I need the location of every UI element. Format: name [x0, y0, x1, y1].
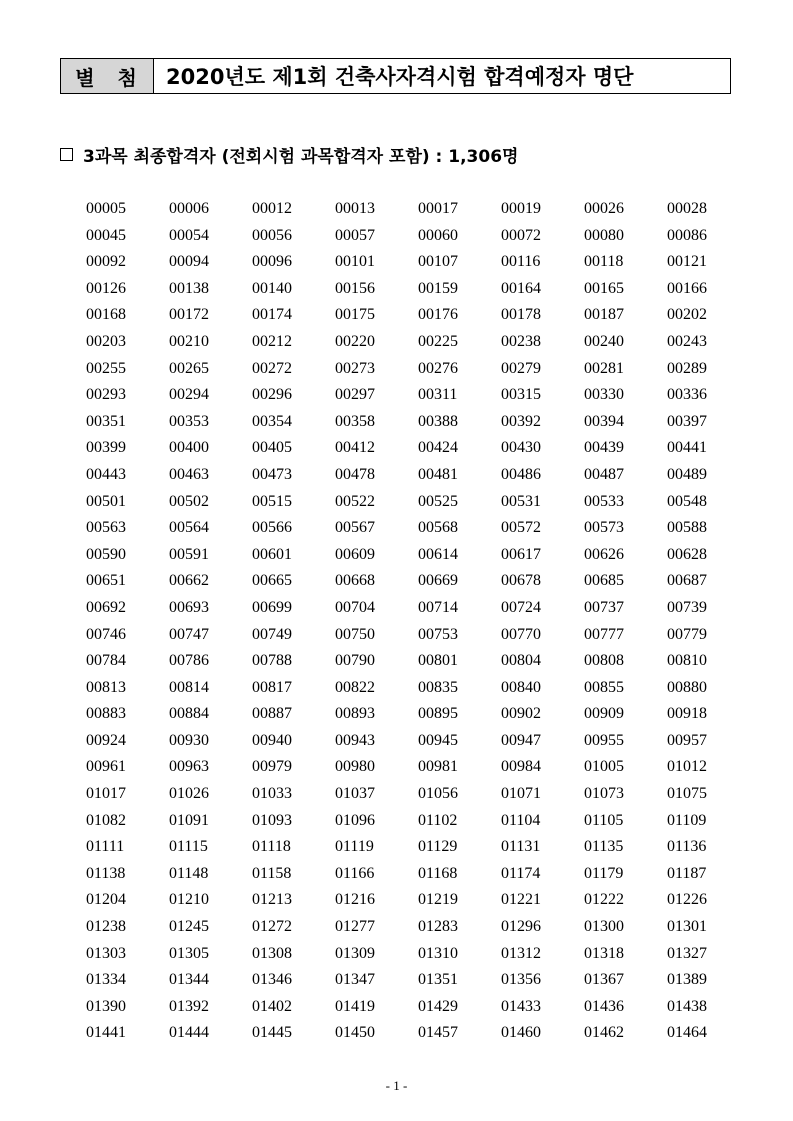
candidate-number: 01308 — [252, 944, 292, 962]
candidate-number: 01450 — [335, 1024, 375, 1042]
candidate-number: 00121 — [667, 253, 707, 271]
candidate-number: 01457 — [418, 1024, 458, 1042]
candidate-number: 00693 — [169, 598, 209, 616]
candidate-number: 00704 — [335, 598, 375, 616]
candidate-number: 00801 — [418, 652, 458, 670]
candidate-number: 00572 — [501, 519, 541, 537]
candidate-number: 00895 — [418, 705, 458, 723]
candidate-number: 00489 — [667, 465, 707, 483]
candidate-number: 01118 — [252, 838, 291, 856]
candidate-number: 01071 — [501, 785, 541, 803]
candidate-number: 00473 — [252, 465, 292, 483]
candidate-number: 00178 — [501, 306, 541, 324]
candidate-number: 00685 — [584, 572, 624, 590]
candidate-number: 00126 — [86, 279, 126, 297]
candidate-number: 01390 — [86, 997, 126, 1015]
candidate-number: 00405 — [252, 439, 292, 457]
candidate-number: 00094 — [169, 253, 209, 271]
candidate-number: 01082 — [86, 811, 126, 829]
candidate-number: 00080 — [584, 226, 624, 244]
candidate-number: 01222 — [584, 891, 624, 909]
candidate-number: 00013 — [335, 200, 375, 217]
candidate-number: 00311 — [418, 386, 458, 404]
candidate-number: 00880 — [667, 678, 707, 696]
candidate-number: 00164 — [501, 279, 541, 297]
candidate-number: 00628 — [667, 545, 707, 563]
candidate-number: 00168 — [86, 306, 126, 324]
candidate-number: 00225 — [418, 332, 458, 350]
candidate-number: 00175 — [335, 306, 375, 324]
candidate-number: 00714 — [418, 598, 458, 616]
candidate-number: 00210 — [169, 332, 209, 350]
candidate-number: 00909 — [584, 705, 624, 723]
candidate-number: 01026 — [169, 785, 209, 803]
candidate-number: 00568 — [418, 519, 458, 537]
candidate-number: 00573 — [584, 519, 624, 537]
candidate-number: 01213 — [252, 891, 292, 909]
candidate-number: 00315 — [501, 386, 541, 404]
candidate-number: 00096 — [252, 253, 292, 271]
candidate-number: 01075 — [667, 785, 707, 803]
candidate-number: 00687 — [667, 572, 707, 590]
candidate-number: 00486 — [501, 465, 541, 483]
candidate-number: 01219 — [418, 891, 458, 909]
candidate-number: 00294 — [169, 386, 209, 404]
candidate-number: 01073 — [584, 785, 624, 803]
candidate-number: 01135 — [584, 838, 624, 856]
candidate-number: 00281 — [584, 359, 624, 377]
candidate-number: 00172 — [169, 306, 209, 324]
page-number: - 1 - — [385, 1078, 408, 1093]
candidate-number: 00487 — [584, 465, 624, 483]
section-heading — [60, 142, 518, 167]
candidate-number: 00747 — [169, 625, 209, 643]
candidate-number: 00945 — [418, 731, 458, 749]
candidate-number: 01017 — [86, 785, 126, 803]
candidate-number: 01148 — [169, 864, 209, 882]
candidate-number: 00957 — [667, 731, 707, 749]
candidate-number: 00753 — [418, 625, 458, 643]
candidate-number: 00943 — [335, 731, 375, 749]
candidate-number: 00668 — [335, 572, 375, 590]
candidate-number: 00692 — [86, 598, 126, 616]
candidate-number: 00203 — [86, 332, 126, 350]
candidate-number: 00779 — [667, 625, 707, 643]
candidate-number: 00737 — [584, 598, 624, 616]
candidate-number: 01296 — [501, 918, 541, 936]
document-title: 2020년도 제1회 건축사자격시험 합격예정자 명단 — [166, 65, 634, 89]
candidate-number: 01204 — [86, 891, 126, 909]
candidate-number: 00601 — [252, 545, 292, 563]
candidate-number: 00887 — [252, 705, 292, 723]
candidate-number: 00140 — [252, 279, 292, 297]
candidate-number: 00979 — [252, 758, 292, 776]
candidate-number: 01056 — [418, 785, 458, 803]
candidate-number: 00533 — [584, 492, 624, 510]
candidate-number: 01033 — [252, 785, 292, 803]
candidate-number: 00930 — [169, 731, 209, 749]
candidate-number: 00522 — [335, 492, 375, 510]
candidate-number: 00478 — [335, 465, 375, 483]
candidate-number: 00840 — [501, 678, 541, 696]
candidate-number: 00924 — [86, 731, 126, 749]
candidate-number: 01438 — [667, 997, 707, 1015]
candidate-number: 00699 — [252, 598, 292, 616]
candidate-number-grid — [86, 196, 726, 1047]
candidate-number: 01309 — [335, 944, 375, 962]
candidate-number: 01347 — [335, 971, 375, 989]
candidate-number: 01402 — [252, 997, 292, 1015]
candidate-number: 00501 — [86, 492, 126, 510]
candidate-number: 01187 — [667, 864, 707, 882]
candidate-number: 00176 — [418, 306, 458, 324]
candidate-number: 00412 — [335, 439, 375, 457]
candidate-number: 01226 — [667, 891, 707, 909]
candidate-number: 00358 — [335, 412, 375, 430]
candidate-number: 01109 — [667, 811, 707, 829]
candidate-number: 00220 — [335, 332, 375, 350]
candidate-number: 00441 — [667, 439, 707, 457]
candidate-number: 00026 — [584, 200, 624, 217]
candidate-number: 00101 — [335, 253, 375, 271]
candidate-number: 00400 — [169, 439, 209, 457]
candidate-number: 00293 — [86, 386, 126, 404]
candidate-number: 00202 — [667, 306, 707, 324]
candidate-number: 00591 — [169, 545, 209, 563]
candidate-number: 00057 — [335, 226, 375, 244]
candidate-number: 00940 — [252, 731, 292, 749]
candidate-number: 01351 — [418, 971, 458, 989]
candidate-number: 00118 — [584, 253, 624, 271]
candidate-number: 00746 — [86, 625, 126, 643]
candidate-number: 01245 — [169, 918, 209, 936]
candidate-number: 00330 — [584, 386, 624, 404]
candidate-number: 00353 — [169, 412, 209, 430]
candidate-number: 00588 — [667, 519, 707, 537]
candidate-number: 00166 — [667, 279, 707, 297]
candidate-number: 01392 — [169, 997, 209, 1015]
candidate-number: 00651 — [86, 572, 126, 590]
candidate-number: 00804 — [501, 652, 541, 670]
candidate-number: 01037 — [335, 785, 375, 803]
candidate-number: 00626 — [584, 545, 624, 563]
candidate-number: 00430 — [501, 439, 541, 457]
candidate-number: 01096 — [335, 811, 375, 829]
candidate-number: 01419 — [335, 997, 375, 1015]
candidate-number: 00813 — [86, 678, 126, 696]
candidate-number: 01389 — [667, 971, 707, 989]
candidate-number: 00212 — [252, 332, 292, 350]
candidate-number: 00563 — [86, 519, 126, 537]
candidate-number: 00174 — [252, 306, 292, 324]
attachment-header — [60, 58, 731, 94]
candidate-number: 01179 — [584, 864, 624, 882]
candidate-number: 00817 — [252, 678, 292, 696]
candidate-number: 01433 — [501, 997, 541, 1015]
candidate-number: 00443 — [86, 465, 126, 483]
candidate-number: 00810 — [667, 652, 707, 670]
candidate-number: 01445 — [252, 1024, 292, 1042]
candidate-number: 00297 — [335, 386, 375, 404]
candidate-number: 00678 — [501, 572, 541, 590]
candidate-number: 00790 — [335, 652, 375, 670]
candidate-number: 00439 — [584, 439, 624, 457]
candidate-number: 00463 — [169, 465, 209, 483]
candidate-number: 00788 — [252, 652, 292, 670]
candidate-number: 00947 — [501, 731, 541, 749]
candidate-number: 01441 — [86, 1024, 126, 1042]
candidate-number: 00963 — [169, 758, 209, 776]
candidate-number: 00883 — [86, 705, 126, 723]
candidate-number: 00272 — [252, 359, 292, 377]
candidate-number: 00984 — [501, 758, 541, 776]
candidate-number: 00564 — [169, 519, 209, 537]
candidate-number: 00086 — [667, 226, 707, 244]
candidate-number: 01312 — [501, 944, 541, 962]
candidate-number: 00902 — [501, 705, 541, 723]
candidate-number: 00884 — [169, 705, 209, 723]
candidate-number: 00777 — [584, 625, 624, 643]
candidate-number: 00354 — [252, 412, 292, 430]
candidate-number: 00005 — [86, 200, 126, 217]
candidate-number: 01104 — [501, 811, 541, 829]
candidate-number: 00336 — [667, 386, 707, 404]
candidate-number: 00238 — [501, 332, 541, 350]
candidate-number: 01129 — [418, 838, 458, 856]
candidate-number: 00351 — [86, 412, 126, 430]
candidate-number: 01216 — [335, 891, 375, 909]
candidate-number: 01102 — [418, 811, 458, 829]
candidate-number: 00012 — [252, 200, 292, 217]
candidate-number: 01346 — [252, 971, 292, 989]
candidate-number: 00399 — [86, 439, 126, 457]
candidate-number: 00424 — [418, 439, 458, 457]
candidate-number: 00525 — [418, 492, 458, 510]
candidate-number: 00835 — [418, 678, 458, 696]
candidate-number: 00981 — [418, 758, 458, 776]
candidate-number: 00808 — [584, 652, 624, 670]
candidate-number: 00665 — [252, 572, 292, 590]
candidate-number: 01300 — [584, 918, 624, 936]
candidate-number: 00770 — [501, 625, 541, 643]
candidate-number: 00289 — [667, 359, 707, 377]
candidate-number: 00502 — [169, 492, 209, 510]
candidate-number: 01429 — [418, 997, 458, 1015]
candidate-number: 00392 — [501, 412, 541, 430]
candidate-number: 01111 — [86, 838, 125, 856]
candidate-number: 00265 — [169, 359, 209, 377]
candidate-number: 00515 — [252, 492, 292, 510]
candidate-number: 00045 — [86, 226, 126, 244]
candidate-number: 01462 — [584, 1024, 624, 1042]
candidate-number: 01138 — [86, 864, 126, 882]
candidate-number: 00590 — [86, 545, 126, 563]
candidate-number: 00617 — [501, 545, 541, 563]
candidate-number: 00017 — [418, 200, 458, 217]
candidate-number: 01460 — [501, 1024, 541, 1042]
candidate-number: 01131 — [501, 838, 541, 856]
candidate-number: 00669 — [418, 572, 458, 590]
candidate-number: 00019 — [501, 200, 541, 217]
candidate-number: 00786 — [169, 652, 209, 670]
candidate-number: 01367 — [584, 971, 624, 989]
candidate-number: 00159 — [418, 279, 458, 297]
candidate-number: 01221 — [501, 891, 541, 909]
candidate-number: 01464 — [667, 1024, 707, 1042]
candidate-number: 00255 — [86, 359, 126, 377]
candidate-number: 00980 — [335, 758, 375, 776]
attachment-label: 별 첨 — [61, 59, 154, 93]
candidate-number: 01277 — [335, 918, 375, 936]
candidate-number: 01105 — [584, 811, 624, 829]
candidate-number: 01174 — [501, 864, 541, 882]
candidate-number: 00276 — [418, 359, 458, 377]
candidate-number: 00614 — [418, 545, 458, 563]
candidate-number: 00961 — [86, 758, 126, 776]
candidate-number: 01444 — [169, 1024, 209, 1042]
candidate-number: 00531 — [501, 492, 541, 510]
candidate-number: 00279 — [501, 359, 541, 377]
candidate-number: 01305 — [169, 944, 209, 962]
candidate-number: 00187 — [584, 306, 624, 324]
candidate-number: 00784 — [86, 652, 126, 670]
candidate-number: 01283 — [418, 918, 458, 936]
candidate-number: 01210 — [169, 891, 209, 909]
candidate-number: 00814 — [169, 678, 209, 696]
candidate-number: 01166 — [335, 864, 375, 882]
candidate-number: 00750 — [335, 625, 375, 643]
candidate-number: 01310 — [418, 944, 458, 962]
candidate-number: 00054 — [169, 226, 209, 244]
candidate-number: 00273 — [335, 359, 375, 377]
candidate-number: 01303 — [86, 944, 126, 962]
section-heading-text: 3과목 최종합격자 (전회시험 과목합격자 포함) : 1,306명 — [83, 147, 519, 167]
candidate-number: 00240 — [584, 332, 624, 350]
checkbox-square-icon — [60, 148, 73, 161]
candidate-number: 00609 — [335, 545, 375, 563]
candidate-number: 01436 — [584, 997, 624, 1015]
candidate-number: 00107 — [418, 253, 458, 271]
candidate-number: 01272 — [252, 918, 292, 936]
candidate-number: 00156 — [335, 279, 375, 297]
candidate-number: 00388 — [418, 412, 458, 430]
candidate-number: 00548 — [667, 492, 707, 510]
candidate-number: 00006 — [169, 200, 209, 217]
candidate-number: 01158 — [252, 864, 292, 882]
candidate-number: 00893 — [335, 705, 375, 723]
candidate-number: 01318 — [584, 944, 624, 962]
candidate-number: 01327 — [667, 944, 707, 962]
candidate-number: 01115 — [169, 838, 208, 856]
candidate-number: 01119 — [335, 838, 374, 856]
candidate-number: 00243 — [667, 332, 707, 350]
candidate-number: 00739 — [667, 598, 707, 616]
candidate-number: 01136 — [667, 838, 707, 856]
candidate-number: 01238 — [86, 918, 126, 936]
candidate-number: 00060 — [418, 226, 458, 244]
candidate-number: 00296 — [252, 386, 292, 404]
candidate-number: 00955 — [584, 731, 624, 749]
candidate-number: 00566 — [252, 519, 292, 537]
candidate-number: 00397 — [667, 412, 707, 430]
candidate-number: 01093 — [252, 811, 292, 829]
candidate-number: 00394 — [584, 412, 624, 430]
candidate-number: 00116 — [501, 253, 541, 271]
candidate-number: 01356 — [501, 971, 541, 989]
candidate-number: 00072 — [501, 226, 541, 244]
candidate-number: 01091 — [169, 811, 209, 829]
candidate-number: 00822 — [335, 678, 375, 696]
candidate-number: 01301 — [667, 918, 707, 936]
candidate-number: 00855 — [584, 678, 624, 696]
candidate-number: 00918 — [667, 705, 707, 723]
candidate-number: 00138 — [169, 279, 209, 297]
candidate-number: 01012 — [667, 758, 707, 776]
candidate-number: 00662 — [169, 572, 209, 590]
candidate-number: 01334 — [86, 971, 126, 989]
candidate-number: 00165 — [584, 279, 624, 297]
candidate-number: 00567 — [335, 519, 375, 537]
candidate-number: 00028 — [667, 200, 707, 217]
candidate-number: 00724 — [501, 598, 541, 616]
candidate-number: 00749 — [252, 625, 292, 643]
candidate-number: 01168 — [418, 864, 458, 882]
candidate-number: 00056 — [252, 226, 292, 244]
candidate-number: 00092 — [86, 253, 126, 271]
candidate-number: 00481 — [418, 465, 458, 483]
candidate-number: 01005 — [584, 758, 624, 776]
candidate-number: 01344 — [169, 971, 209, 989]
